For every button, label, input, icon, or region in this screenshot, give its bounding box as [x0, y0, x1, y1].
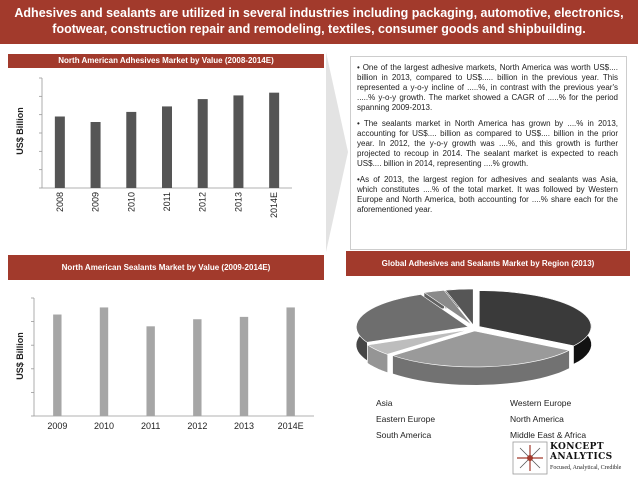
bar-2014E — [269, 93, 279, 188]
x-tick-label: 2012 — [187, 421, 208, 431]
adhesives-chart-title-text: North American Adhesives Market by Value (2008-2014E) — [58, 56, 274, 65]
x-tick-label: 2010 — [93, 421, 115, 431]
bar-2014E — [286, 307, 294, 416]
bar-2009 — [91, 122, 101, 188]
bar-2012 — [198, 99, 208, 188]
region-pie-title-text: Global Adhesives and Sealants Market by Region (2013) — [381, 259, 595, 268]
x-tick-label: 2013 — [233, 192, 244, 213]
x-tick-label: 2009 — [47, 421, 68, 431]
logo-name-line-1: KONCEPT — [550, 442, 604, 452]
summary-paragraph-regions: •As of 2013, the largest region for adhesives and sealants was Asia, which constitutes ....% of the total market. It was followed by Western Europe and North America, both accounting for ....% share each for the aforementioned year. — [357, 175, 618, 214]
bar-2011 — [162, 106, 172, 188]
legend-entry: Eastern Europe — [376, 414, 436, 424]
banner-line-1: Adhesives and sealants are utilized in several industries including packaging, automotive, electronics, — [14, 6, 624, 20]
logo-tagline: Focused, Analytical, Credible — [550, 465, 622, 471]
chevron-arrow-icon — [326, 52, 348, 252]
koncept-analytics-logo — [512, 441, 634, 477]
x-tick-label: 2010 — [126, 192, 137, 213]
region-pie-chart — [346, 288, 608, 392]
header-banner — [0, 0, 638, 44]
sealants-bar-chart — [28, 290, 318, 440]
x-tick-label: 2011 — [140, 421, 161, 431]
bar-2008 — [55, 117, 65, 189]
sealants-ylabel: US$ Billion — [15, 332, 25, 380]
adhesives-ylabel: US$ Billion — [15, 107, 25, 155]
adhesives-bar-chart — [36, 70, 296, 230]
bar-2013 — [233, 95, 243, 188]
region-pie-title — [346, 251, 630, 276]
bar-2012 — [193, 319, 201, 416]
banner-line-2: footwear, construction repair and remodeling, textiles, consumer goods and shipbuilding. — [52, 22, 586, 36]
summary-text-panel — [350, 56, 627, 250]
x-tick-label: 2011 — [162, 192, 172, 212]
x-tick-label: 2012 — [197, 192, 208, 213]
x-tick-label: 2008 — [54, 192, 65, 213]
summary-paragraph-sealants: • The sealants market in North America has grown by ....% in 2013, accounting for US$.... billion as compared to US$.... billion in the prior year. In 2012, the y-o-y growth was ....%, and this growth is further projected to recoup in 2014. The sealant market is expected to reach US$.... billion in 2014, representing ....% growth. — [357, 119, 618, 168]
x-tick-label: 2014E — [277, 421, 304, 431]
bar-2011 — [146, 326, 154, 416]
adhesives-chart-title — [8, 54, 324, 68]
logo-name — [550, 442, 613, 462]
legend-entry: Middle East & Africa — [510, 430, 587, 440]
x-tick-label: 2014E — [269, 192, 280, 219]
summary-paragraph-adhesives: • One of the largest adhesive markets, North America was worth US$.... billion in 2013, compared to US$..... billion in the previous year. This represented a y-o-y incline of .....%, in contrast with the previous year's .....% y-o-y growth. The market showed a CAGR of .....% for the period spanning 2009-2013. — [357, 63, 618, 112]
logo-name-line-2: ANALYTICS — [550, 452, 613, 462]
bar-2013 — [240, 317, 248, 416]
sealants-chart-title-text: North American Sealants Market by Value (2009-2014E) — [61, 263, 271, 272]
x-tick-label: 2013 — [233, 421, 255, 431]
sealants-chart-title — [8, 255, 324, 280]
x-tick-label: 2009 — [90, 192, 101, 213]
bar-2009 — [53, 315, 61, 416]
legend-entry: North America — [510, 414, 564, 424]
bar-2010 — [126, 112, 136, 188]
bar-2010 — [100, 307, 108, 416]
legend-entry: Asia — [376, 398, 393, 408]
legend-entry: Western Europe — [510, 398, 572, 408]
legend-entry: South America — [376, 430, 432, 440]
logo-mark-icon — [512, 441, 548, 475]
